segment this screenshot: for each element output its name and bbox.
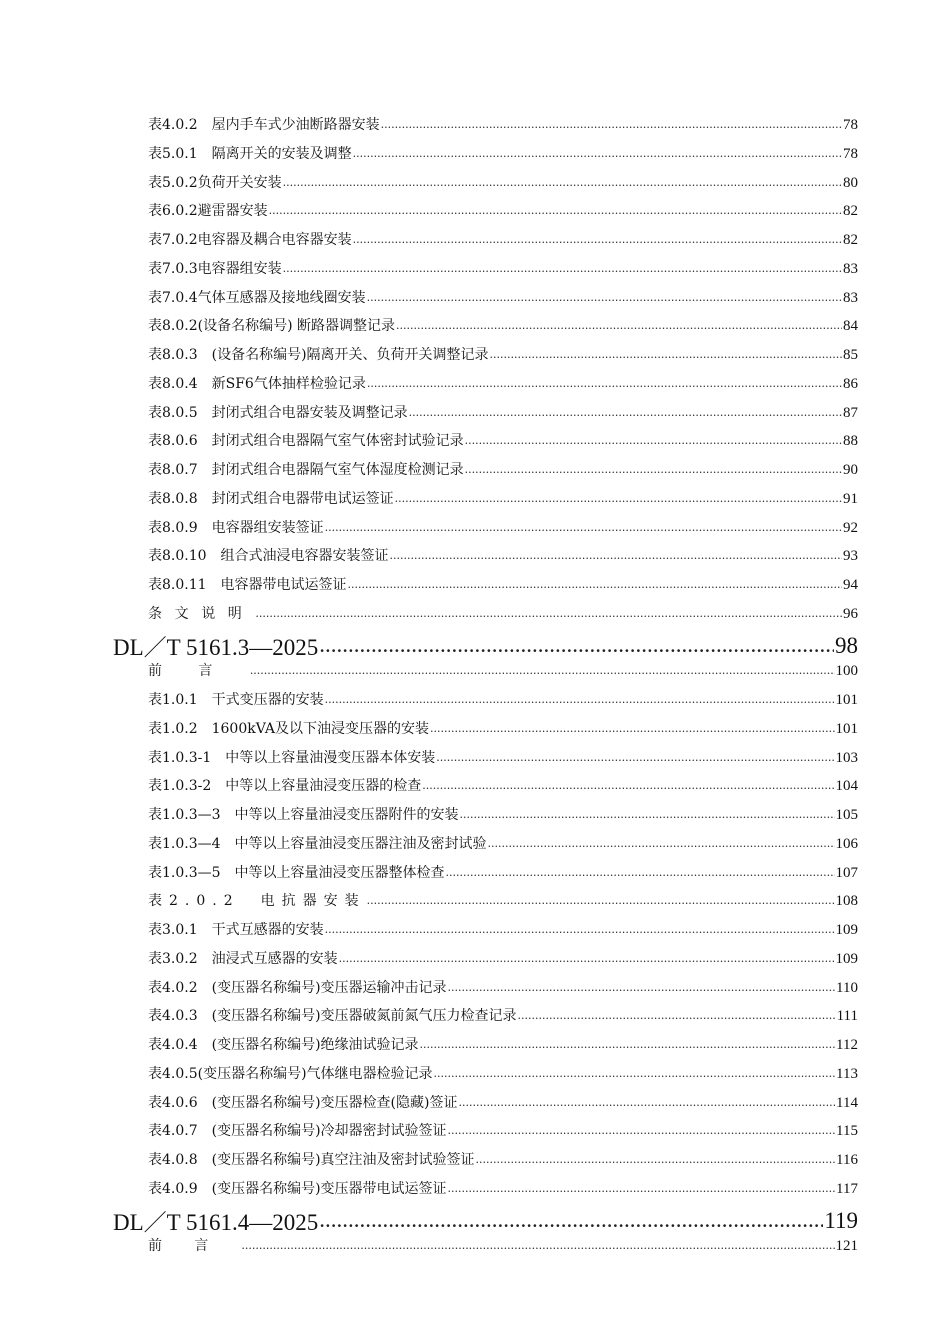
toc-label: 表7.0.4气体互感器及接地线圈安装 bbox=[148, 289, 366, 306]
toc-entry[interactable] bbox=[148, 1034, 858, 1063]
toc-label: 表5.0.2负荷开关安装 bbox=[148, 174, 282, 191]
leader-dots bbox=[476, 1151, 836, 1167]
toc-part-heading[interactable] bbox=[113, 1207, 858, 1236]
toc-label: 表8.0.4 新SF6气体抽样检验记录 bbox=[148, 375, 366, 392]
toc-entry[interactable] bbox=[148, 488, 858, 517]
toc-page: 85 bbox=[843, 347, 858, 363]
leader-dots bbox=[325, 519, 842, 535]
toc-page: 82 bbox=[843, 203, 858, 220]
toc-page: 93 bbox=[843, 548, 858, 565]
toc-entry[interactable] bbox=[148, 747, 858, 776]
leader-dots bbox=[430, 720, 834, 736]
leader-dots bbox=[348, 576, 842, 592]
toc-entry[interactable] bbox=[148, 1178, 858, 1207]
toc-entry[interactable] bbox=[148, 804, 858, 833]
toc-entry[interactable] bbox=[148, 143, 858, 172]
toc-entry[interactable] bbox=[148, 459, 858, 488]
toc-page: 94 bbox=[843, 577, 858, 593]
toc-entry[interactable] bbox=[148, 344, 858, 373]
toc-label: 表3.0.1 干式互感器的安装 bbox=[148, 922, 324, 938]
toc-entry[interactable] bbox=[148, 545, 858, 574]
toc-label: 表8.0.6 封闭式组合电器隔气室气体密封试验记录 bbox=[148, 433, 464, 450]
toc-page: 91 bbox=[843, 490, 858, 507]
toc-page: 100 bbox=[835, 663, 858, 680]
toc-label: 表4.0.4 (变压器名称编号)绝缘油试验记录 bbox=[148, 1037, 419, 1053]
leader-dots bbox=[490, 346, 842, 362]
leader-dots bbox=[409, 404, 842, 420]
toc-label: 表1.0.3—3 中等以上容量油浸变压器附件的安装 bbox=[148, 807, 459, 823]
toc-page: 105 bbox=[835, 807, 858, 823]
toc-page: 83 bbox=[843, 289, 858, 306]
toc-label: 条文说明 bbox=[148, 605, 255, 622]
toc-entry[interactable] bbox=[148, 574, 858, 603]
leader-dots bbox=[269, 202, 842, 218]
toc-page: 108 bbox=[835, 893, 858, 910]
toc-page: 121 bbox=[835, 1238, 858, 1255]
toc-page: 86 bbox=[843, 375, 858, 392]
part-label: DL／T 5161.4—2025 bbox=[113, 1210, 319, 1236]
leader-dots bbox=[319, 1207, 823, 1233]
toc-label: 表8.0.2(设备名称编号) 断路器调整记录 bbox=[148, 318, 395, 335]
leader-dots bbox=[381, 116, 842, 132]
toc-entry[interactable] bbox=[148, 660, 858, 689]
toc-page: 106 bbox=[835, 835, 858, 852]
toc-page: 109 bbox=[835, 950, 858, 967]
leader-dots bbox=[353, 231, 842, 247]
part-label: DL／T 5161.3—2025 bbox=[113, 635, 319, 661]
toc-entry[interactable] bbox=[148, 373, 858, 402]
table-of-contents bbox=[0, 114, 950, 1264]
leader-dots bbox=[420, 1036, 836, 1052]
toc-label: 表1.0.3—4 中等以上容量油浸变压器注油及密封试验 bbox=[148, 835, 487, 852]
toc-entry[interactable] bbox=[148, 229, 858, 258]
leader-dots bbox=[518, 1007, 836, 1023]
leader-dots bbox=[395, 490, 842, 506]
toc-label: 表8.0.11 电容器带电试运签证 bbox=[148, 577, 347, 593]
toc-label: 表7.0.2电容器及耦合电容器安装 bbox=[148, 232, 352, 248]
leader-dots bbox=[422, 777, 834, 793]
toc-entry[interactable] bbox=[148, 1149, 858, 1178]
toc-entry[interactable] bbox=[148, 1120, 858, 1149]
toc-label: 表4.0.9 (变压器名称编号)变压器带电试运签证 bbox=[148, 1180, 447, 1197]
leader-dots bbox=[436, 749, 834, 765]
toc-page: 111 bbox=[836, 1008, 858, 1025]
toc-page: 115 bbox=[836, 1123, 858, 1140]
toc-label: 表1.0.3-2 中等以上容量油浸变压器的检查 bbox=[148, 778, 422, 795]
toc-page: 80 bbox=[843, 174, 858, 191]
toc-page: 78 bbox=[843, 117, 858, 133]
leader-dots bbox=[390, 547, 842, 563]
toc-page: 110 bbox=[836, 979, 858, 996]
toc-page: 88 bbox=[843, 433, 858, 450]
toc-label: 表5.0.1 隔离开关的安装及调整 bbox=[148, 145, 352, 162]
toc-entry[interactable] bbox=[148, 919, 858, 948]
toc-entry[interactable] bbox=[148, 258, 858, 287]
leader-dots bbox=[465, 432, 842, 448]
toc-page: 101 bbox=[835, 720, 858, 737]
leader-dots bbox=[241, 1237, 834, 1253]
toc-entry[interactable] bbox=[148, 718, 858, 747]
toc-page: 109 bbox=[835, 922, 858, 938]
toc-label: 表2.0.2 电抗器安装 bbox=[148, 893, 366, 910]
toc-label: 表1.0.1 干式变压器的安装 bbox=[148, 692, 324, 708]
toc-page: 90 bbox=[843, 462, 858, 478]
toc-entry[interactable] bbox=[148, 775, 858, 804]
leader-dots bbox=[465, 461, 842, 477]
toc-label: 表8.0.8 封闭式组合电器带电试运签证 bbox=[148, 490, 394, 507]
toc-page: 116 bbox=[836, 1152, 858, 1168]
toc-label: 表7.0.3电容器组安装 bbox=[148, 260, 282, 277]
toc-label: 表1.0.3—5 中等以上容量油浸变压器整体检查 bbox=[148, 864, 445, 881]
toc-page: 83 bbox=[843, 260, 858, 277]
toc-entry[interactable] bbox=[148, 287, 858, 316]
toc-label: 表8.0.10 组合式油浸电容器安装签证 bbox=[148, 548, 389, 565]
toc-label: 表3.0.2 油浸式互感器的安装 bbox=[148, 950, 338, 967]
toc-entry[interactable] bbox=[148, 1235, 858, 1264]
toc-label: 表4.0.8 (变压器名称编号)真空注油及密封试验签证 bbox=[148, 1152, 475, 1168]
toc-page: 117 bbox=[836, 1180, 858, 1197]
leader-dots bbox=[367, 289, 842, 305]
toc-entry[interactable] bbox=[148, 172, 858, 201]
toc-label: 表4.0.6 (变压器名称编号)变压器检查(隐藏)签证 bbox=[148, 1094, 458, 1111]
leader-dots bbox=[325, 921, 835, 937]
toc-label: 表4.0.5(变压器名称编号)气体继电器检验记录 bbox=[148, 1065, 433, 1082]
toc-page: 113 bbox=[836, 1065, 858, 1082]
toc-page: 107 bbox=[835, 864, 858, 881]
toc-entry[interactable] bbox=[148, 689, 858, 718]
toc-entry[interactable] bbox=[148, 402, 858, 431]
leader-dots bbox=[255, 605, 842, 621]
toc-entry[interactable] bbox=[148, 517, 858, 546]
leader-dots bbox=[434, 1065, 836, 1081]
toc-label: 表4.0.2 (变压器名称编号)变压器运输冲击记录 bbox=[148, 979, 447, 996]
toc-page: 84 bbox=[843, 318, 858, 335]
toc-entry[interactable] bbox=[148, 1005, 858, 1034]
toc-label: 表1.0.2 1600kVA及以下油浸变压器的安装 bbox=[148, 720, 430, 737]
toc-page: 87 bbox=[843, 404, 858, 421]
toc-label: 表8.0.7 封闭式组合电器隔气室气体湿度检测记录 bbox=[148, 462, 464, 478]
leader-dots bbox=[448, 1180, 836, 1196]
toc-entry[interactable] bbox=[148, 114, 858, 143]
toc-page: 92 bbox=[843, 519, 858, 536]
toc-label: 前言 bbox=[148, 663, 249, 680]
leader-dots bbox=[458, 1094, 835, 1110]
toc-entry[interactable] bbox=[148, 603, 858, 632]
toc-part-heading[interactable] bbox=[113, 632, 858, 661]
toc-page: 104 bbox=[835, 778, 858, 795]
leader-dots bbox=[448, 1122, 836, 1138]
toc-entry[interactable] bbox=[148, 1063, 858, 1092]
leader-dots bbox=[250, 662, 835, 678]
toc-entry[interactable] bbox=[148, 890, 858, 919]
leader-dots bbox=[367, 375, 842, 391]
leader-dots bbox=[396, 317, 842, 333]
toc-page: 96 bbox=[843, 605, 858, 622]
toc-label: 表4.0.2 屋内手车式少油断路器安装 bbox=[148, 117, 380, 133]
toc-label: 表8.0.3 (设备名称编号)隔离开关、负荷开关调整记录 bbox=[148, 347, 489, 363]
toc-label: 表8.0.5 封闭式组合电器安装及调整记录 bbox=[148, 404, 408, 421]
toc-entry[interactable] bbox=[148, 430, 858, 459]
toc-entry[interactable] bbox=[148, 833, 858, 862]
leader-dots bbox=[488, 835, 835, 851]
leader-dots bbox=[446, 864, 835, 880]
toc-page: 119 bbox=[824, 1207, 858, 1233]
leader-dots bbox=[353, 145, 842, 161]
toc-page: 82 bbox=[843, 232, 858, 248]
toc-entry[interactable] bbox=[148, 1092, 858, 1121]
toc-label: 表1.0.3-1 中等以上容量油漫变压器本体安装 bbox=[148, 749, 436, 766]
leader-dots bbox=[325, 691, 835, 707]
toc-entry[interactable] bbox=[148, 948, 858, 977]
toc-label: 表8.0.9 电容器组安装签证 bbox=[148, 519, 324, 536]
toc-page: 103 bbox=[835, 749, 858, 766]
toc-page: 112 bbox=[836, 1037, 858, 1053]
leader-dots bbox=[448, 979, 836, 995]
toc-entry[interactable] bbox=[148, 977, 858, 1006]
leader-dots bbox=[339, 950, 835, 966]
leader-dots bbox=[367, 892, 835, 908]
toc-page: 101 bbox=[835, 692, 858, 708]
leader-dots bbox=[319, 632, 834, 658]
leader-dots bbox=[283, 260, 842, 276]
leader-dots bbox=[283, 174, 842, 190]
toc-page: 98 bbox=[835, 632, 858, 658]
toc-entry[interactable] bbox=[148, 862, 858, 891]
toc-label: 前言 bbox=[148, 1238, 241, 1255]
toc-page: 78 bbox=[843, 145, 858, 162]
toc-label: 表6.0.2避雷器安装 bbox=[148, 203, 268, 220]
toc-page: 114 bbox=[836, 1094, 858, 1111]
toc-label: 表4.0.7 (变压器名称编号)冷却器密封试验签证 bbox=[148, 1123, 447, 1140]
leader-dots bbox=[460, 806, 835, 822]
toc-label: 表4.0.3 (变压器名称编号)变压器破氮前氮气压力检查记录 bbox=[148, 1008, 517, 1025]
toc-entry[interactable] bbox=[148, 200, 858, 229]
toc-entry[interactable] bbox=[148, 315, 858, 344]
